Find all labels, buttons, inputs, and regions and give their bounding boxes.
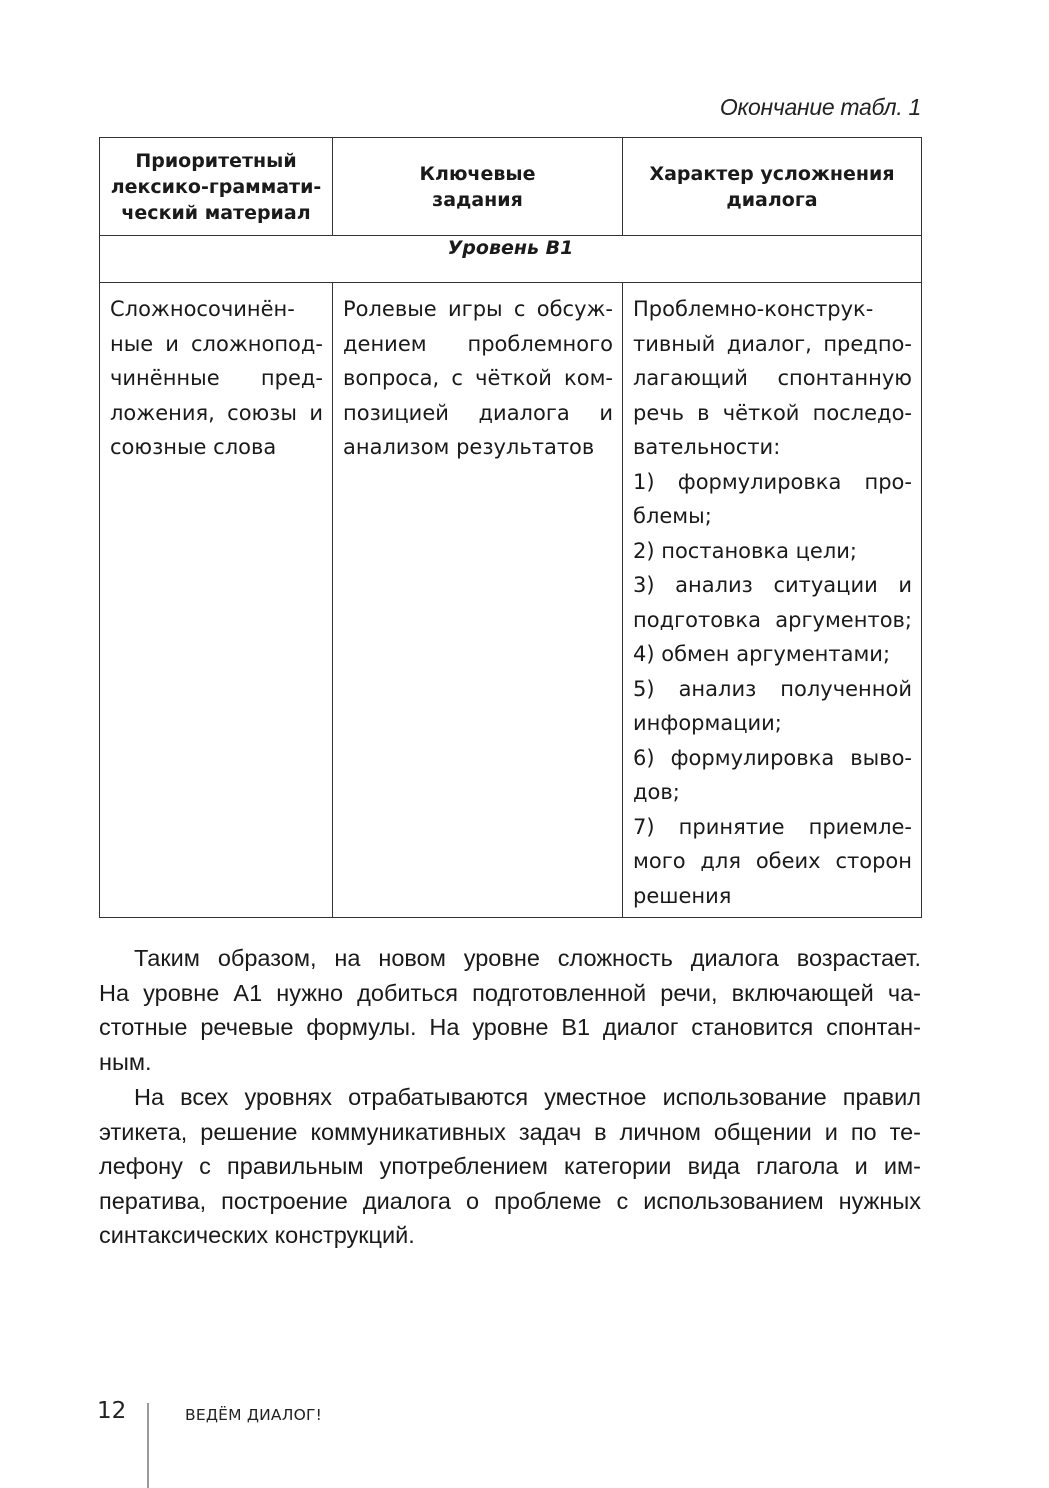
paragraph-line: Таким образом, на новом уровне сложность диалога возрастает. bbox=[134, 945, 921, 971]
cell-line: ложения, союзы и bbox=[110, 400, 323, 425]
paragraph-line: ператива, построение диалога о проблеме с использованием нужных bbox=[99, 1187, 921, 1214]
paragraph-line: ным. bbox=[99, 1048, 152, 1075]
cell-line: информации; bbox=[633, 711, 782, 735]
table-header-row bbox=[100, 138, 922, 236]
cell-line: 6) формулировка выво- bbox=[633, 745, 912, 770]
cell-line: союзные слова bbox=[110, 435, 277, 459]
cell-line: речь в чёткой последо- bbox=[633, 400, 912, 425]
cell-line: дов; bbox=[633, 780, 680, 804]
cell-line: решения bbox=[633, 883, 732, 908]
footer-divider bbox=[147, 1403, 149, 1488]
level-row bbox=[100, 236, 922, 283]
header-line: лексико-граммати- bbox=[110, 175, 322, 198]
cell-line: вопроса, с чёткой ком- bbox=[343, 366, 613, 390]
header-line: ческий материал bbox=[121, 201, 311, 224]
cell-line: дением проблемного bbox=[343, 331, 613, 356]
cell-line: 2) постановка цели; bbox=[633, 538, 857, 563]
level-label: Уровень В1 bbox=[100, 236, 922, 283]
cell-line: позицией диалога и bbox=[343, 400, 613, 425]
cell-lexical-material bbox=[100, 283, 333, 918]
cell-line: 3) анализ ситуации и bbox=[633, 573, 912, 597]
paragraph-line: этикета, решение коммуникативных задач в личном общении и по те- bbox=[99, 1118, 921, 1145]
paragraph-line: синтаксических конструкций. bbox=[99, 1222, 415, 1248]
paragraph-summary bbox=[99, 941, 921, 1079]
cell-line: ные и сложнопод- bbox=[110, 331, 323, 356]
header-line: диалога bbox=[726, 188, 818, 211]
header-dialogue-complexity bbox=[623, 138, 922, 236]
cell-line: блемы; bbox=[633, 504, 712, 528]
cell-key-tasks bbox=[333, 283, 623, 918]
cell-line: тивный диалог, предпо- bbox=[633, 331, 912, 356]
paragraph-line: лефону с правильным употреблением категории вида глагола и им- bbox=[99, 1153, 921, 1179]
paragraph-line: На уровне А1 нужно добиться подготовленной речи, включающей ча- bbox=[99, 979, 921, 1006]
cell-line: Сложносочинён- bbox=[110, 297, 295, 321]
running-title: ВЕДЁМ ДИАЛОГ! bbox=[185, 1406, 323, 1424]
header-line: Ключевые bbox=[419, 162, 536, 185]
page-number: 12 bbox=[97, 1398, 127, 1424]
paragraph-line: На всех уровнях отрабатываются уместное использование правил bbox=[134, 1084, 921, 1110]
cell-line: вательности: bbox=[633, 435, 781, 459]
cell-line: мого для обеих сторон bbox=[633, 849, 912, 873]
header-key-tasks bbox=[333, 138, 623, 236]
cell-line: Проблемно-конструк- bbox=[633, 297, 874, 321]
cell-line: 5) анализ полученной bbox=[633, 676, 912, 701]
table-row bbox=[100, 283, 922, 918]
cell-line: Ролевые игры с обсуж- bbox=[343, 297, 613, 321]
header-line: Приоритетный bbox=[135, 149, 297, 172]
header-line: Характер усложнения bbox=[649, 162, 895, 185]
cell-line: подготовка аргументов; bbox=[633, 607, 912, 632]
cell-line: чинённые пред- bbox=[110, 366, 323, 390]
dialogue-levels-table bbox=[99, 137, 922, 918]
cell-line: анализом результатов bbox=[343, 435, 595, 459]
cell-line: лагающий спонтанную bbox=[633, 366, 912, 390]
cell-line: 4) обмен аргументами; bbox=[633, 642, 891, 666]
cell-line: 7) принятие приемле- bbox=[633, 814, 912, 839]
paragraph-line: стотные речевые формулы. На уровне В1 диалог становится спонтан- bbox=[99, 1014, 921, 1040]
cell-line: 1) формулировка про- bbox=[633, 469, 912, 494]
header-lexical-material bbox=[100, 138, 333, 236]
header-line: задания bbox=[432, 188, 523, 211]
cell-dialogue-complexity bbox=[623, 283, 922, 918]
paragraph-all-levels bbox=[99, 1080, 921, 1253]
table-caption: Окончание табл. 1 bbox=[719, 94, 921, 120]
